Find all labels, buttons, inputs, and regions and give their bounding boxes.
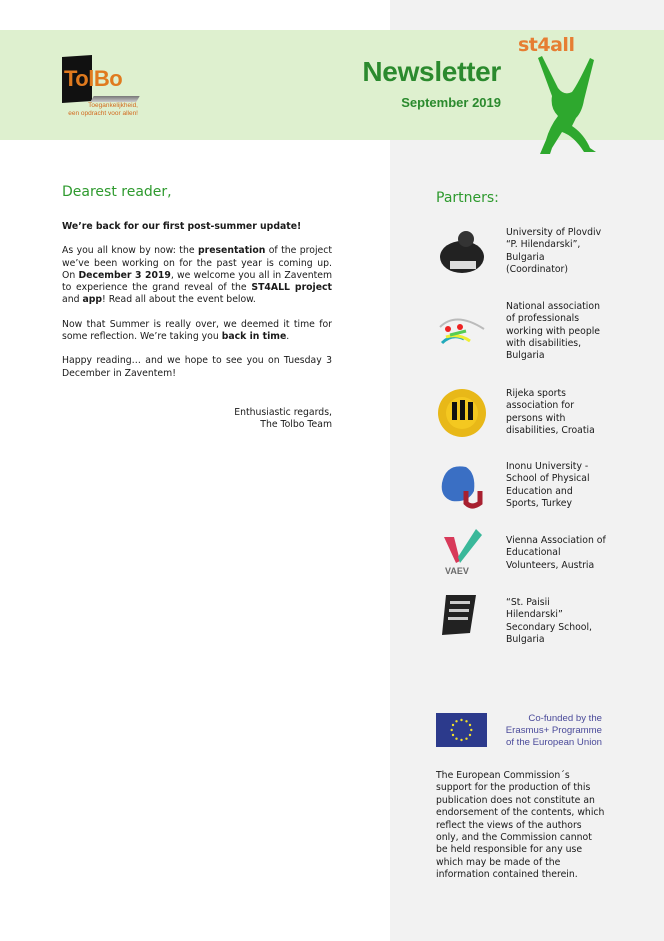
tolbo-logo: TolBo Toegankelijkheid, een opdracht voor allen! [60,52,140,122]
letter-body: We’re back for our first post-summer update! As you all know by now: the presentation of the project we’ve been working on for the past year is coming up. On December 3 2019, we welcome you all in Zaventem to experience the grand reveal of the ST4ALL project and app! Read all about the event below. Now that Summer is really over, we deemed it time for some reflection. We’re taking you back in time. Happy reading… and we hope to see you on Tuesday 3 December in Zaventem! [62,221,333,379]
erasmus-cofunded-badge: Co-funded by the Erasmus+ Programme of the European Union [436,713,606,749]
eu-flag-icon [436,713,487,747]
climbing-figure-icon [512,30,612,160]
national-association-logo-icon [436,307,488,357]
partners-title: Partners: [436,190,499,206]
rijeka-sports-logo-icon [436,388,488,438]
svg-text:VAEV: VAEV [445,566,469,576]
plovdiv-university-logo-icon [436,227,488,277]
signoff: Enthusiastic regards, The Tolbo Team [234,407,332,431]
greeting: Dearest reader, [62,184,172,200]
eu-disclaimer: The European Commission´s support for the production of this publication does not constitute an endorsement of the contents, which reflect the views of the authors only, and the Commission cannot be held responsible for any use which may be made of the information contained therein. [436,770,605,881]
paragraph-reflection: Now that Summer is really over, we deemed it time for some reflection. We’re taking you back in time. [62,318,332,343]
st4all-logo: st4all [512,30,612,160]
vaev-logo-icon [436,527,488,577]
newsletter-title: Newsletter [362,56,501,87]
tolbo-tagline: Toegankelijkheid, een opdracht voor allen! [68,102,138,117]
newsletter-date: September 2019 [401,95,501,110]
paragraph-presentation: As you all know by now: the presentation of the project we’ve been working on for the past year is coming up. On December 3 2019, we welcome you all in Zaventem to experience the grand reveal of the ST4ALL project and app! Read all about the event below. [62,245,333,306]
paisii-school-logo-icon [436,591,488,641]
paragraph-happy-reading: Happy reading… and we hope to see you on Tuesday 3 December in Zaventem! [62,355,332,379]
inonu-university-logo-icon [436,461,488,511]
